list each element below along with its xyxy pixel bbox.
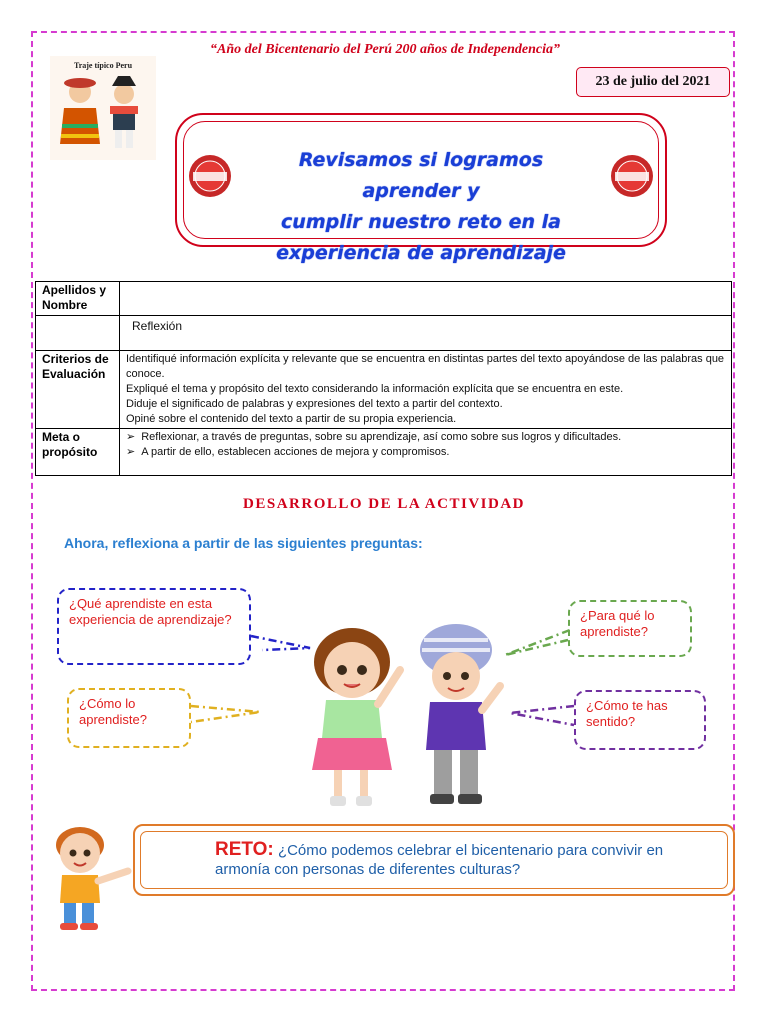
question-bubble-what: ¿Qué aprendiste en esta experiencia de aprendizaje? [57,588,251,665]
reflection-label: Reflexión [132,319,183,333]
name-label: Apellidos y Nombre [36,282,120,316]
pointing-boy-illustration [44,823,134,933]
motto-text: “Año del Bicentenario del Perú 200 años de Independencia” [210,42,560,57]
question-bubble-feel: ¿Cómo te has sentido? [574,690,706,750]
instruction-text: Ahora, reflexiona a partir de las siguientes preguntas: [64,535,423,551]
challenge-box [133,824,735,896]
goal-label: Meta o propósito [36,429,120,476]
goal-list: ➢ Reflexionar, a través de preguntas, sobre su aprendizaje, así como sobre sus logros y dificultades. ➢ A partir de ello, establecen acciones de mejora y compromisos. [120,429,732,476]
svg-text:Traje típico Peru: Traje típico Peru [73,61,133,70]
question-bubble-how: ¿Cómo lo aprendiste? [67,688,191,748]
criteria-list: Identifiqué información explícita y relevante que se encuentra en distintas partes del texto apoyándose de las palabras que conoce. Expliqué el tema y propósito del texto considerando la información explícita que se encuentra en este. Diduje el significado de palabras y expresiones del texto a partir del contexto. Opiné sobre el contenido del texto a partir de su propia experiencia. [120,351,732,429]
challenge-text: RETO: ¿Cómo podemos celebrar el bicentenario para convivir en armonía con personas de diferentes culturas? [215,839,664,878]
question-bubble-why: ¿Para qué lo aprendiste? [568,600,692,657]
challenge-label: RETO: [215,839,274,860]
date-badge: 23 de julio del 2021 [576,67,730,97]
page-title: Revisamos si logramos aprender y cumplir nuestro reto en la experiencia de aprendizaje [276,149,566,264]
section-title: DESARROLLO DE LA ACTIVIDAD [243,496,525,512]
criteria-label: Criterios de Evaluación [36,351,120,429]
kids-illustration [290,620,520,818]
